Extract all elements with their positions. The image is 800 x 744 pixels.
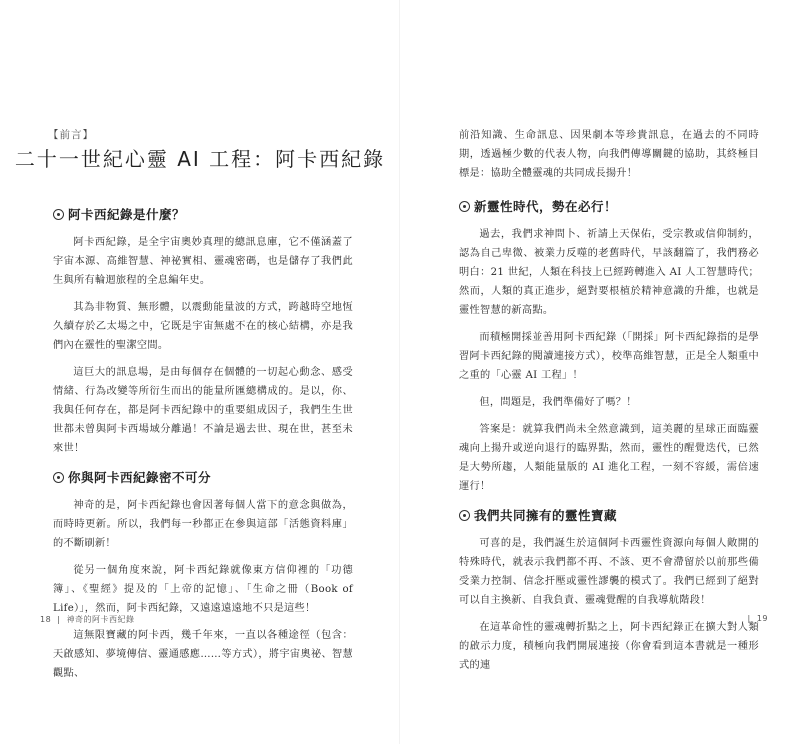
book-title: 神奇的阿卡西紀錄 (66, 615, 135, 624)
section-heading-text: 我們共同擁有的靈性寶藏 (474, 508, 618, 523)
section-inseparable (53, 468, 353, 683)
paragraph: 答案是：就算我們尚未全然意識到，這美麗的星球正面臨靈魂向上揚升或逆向退行的臨界點，然而，靈性的醒覺迭代，已然是大勢所趨，人類能量版的 AI 進化工程，一刻不容緩，需倍速運行！ (459, 424, 759, 492)
section-heading (53, 468, 353, 486)
target-icon (459, 201, 470, 212)
section-heading (459, 197, 759, 215)
paragraph: 而積極開採並善用阿卡西紀錄（「開採」阿卡西紀錄指的是學習阿卡西紀錄的閱讀連接方式），校準高維智慧，正是全人類重中之重的「心靈 AI 工程」！ (459, 332, 759, 381)
paragraph: 但，問題是，我們準備好了嗎？！ (479, 397, 637, 408)
paragraph: 其為非物質、無形體，以震動能量波的方式，跨越時空地恆久續存於乙太場之中，它既是宇宙無處不在的核心結構，亦是我們內在靈性的聖潔空間。 (53, 302, 353, 351)
left-footer (40, 614, 135, 625)
footer-divider: | (747, 614, 754, 623)
paragraph: 神奇的是，阿卡西紀錄也會因著每個人當下的意念與做為，而時時更新。所以，我們每一秒都正在參與這部「活態資料庫」的不斷刷新！ (53, 500, 353, 549)
right-footer (748, 614, 768, 623)
section-heading (459, 506, 759, 524)
footer-divider: | (54, 615, 64, 624)
right-page (400, 0, 800, 744)
target-icon (459, 510, 470, 521)
page-number: 19 (756, 614, 768, 623)
continued-paragraph: 前沿知識、生命訊息、因果劇本等珍貴訊息，在過去的不同時期，透過極少數的代表人物，向我們傳導關鍵的協助，其終極目標是：協助全體靈魂的共同成長揚升！ (459, 130, 759, 179)
paragraph: 這巨大的訊息場，是由每個存在個體的一切起心動念、感受情緒、行為改變等所衍生而出的能量所匯總構成的。是以，你、我與任何存在，都是阿卡西紀錄中的重要組成因子，我們生生世世都未曾與阿卡西場域分離過！不論是過去世、現在世，甚至未來世！ (53, 367, 353, 454)
page-number: 18 (40, 615, 52, 624)
right-text-column (459, 126, 759, 685)
section-heading-text: 你與阿卡西紀錄密不可分 (68, 470, 212, 485)
preface-tag: 【前言】 (48, 129, 94, 141)
chapter-title: 二十一世紀心靈 AI 工程：阿卡西紀錄 (14, 147, 386, 171)
target-icon (53, 472, 64, 483)
target-icon (53, 209, 64, 220)
paragraph: 可喜的是，我們誕生於這個阿卡西靈性資源向每個人敞開的特殊時代，就表示我們都不再、不該、更不會滯留於以前那些備受業力控制、信念扞壓或靈性謬襲的模式了。我們已經到了絕對可以自主換新、自我負責、靈魂覺醒的自我導航階段！ (459, 538, 759, 606)
section-shared-treasure (459, 506, 759, 675)
paragraph: 過去，我們求神問卜、祈請上天保佑，受宗教或信仰制約，認為自己卑微、被業力反噬的老舊時代，早該翻篇了，我們務必明白：21 世紀，人類在科技上已經跨轉進入 AI 人工智慧時代；然而，人類的真正進步，絕對要根植於精神意識的升維，也就是靈性智慧的新高點。 (459, 229, 759, 316)
paragraph: 在這革命性的靈魂轉折點之上，阿卡西紀錄正在擴大對人類的啟示力度，積極向我們開展連接（你會看到這本書就是一種形式的連 (459, 622, 759, 671)
paragraph: 阿卡西紀錄，是全宇宙奧妙真理的總訊息庫，它不僅涵蓋了宇宙本源、高維智慧、神祕實相、靈魂密碼，也是儲存了我們此生與所有輪迴旅程的全息編年史。 (53, 237, 353, 286)
section-what-is-akashic (53, 205, 353, 458)
section-heading-text: 新靈性時代，勢在必行！ (474, 199, 618, 214)
section-heading (53, 205, 353, 223)
paragraph: 這無限寶藏的阿卡西，幾千年來，一直以各種途徑（包含：天啟感知、夢境傳信、靈通感應……等方式），將宇宙奧祕、智慧觀點、 (53, 630, 353, 679)
section-new-spiritual-era (459, 197, 759, 496)
paragraph: 從另一個角度來說，阿卡西紀錄就像東方信仰裡的「功德簿」、《聖經》提及的「上帝的記憶」、「生命之冊（Book of Life）」，然而，阿卡西紀錄，又遠遠遠遠地不只是這些！ (53, 565, 353, 614)
section-heading-text: 阿卡西紀錄是什麼？ (68, 207, 186, 222)
